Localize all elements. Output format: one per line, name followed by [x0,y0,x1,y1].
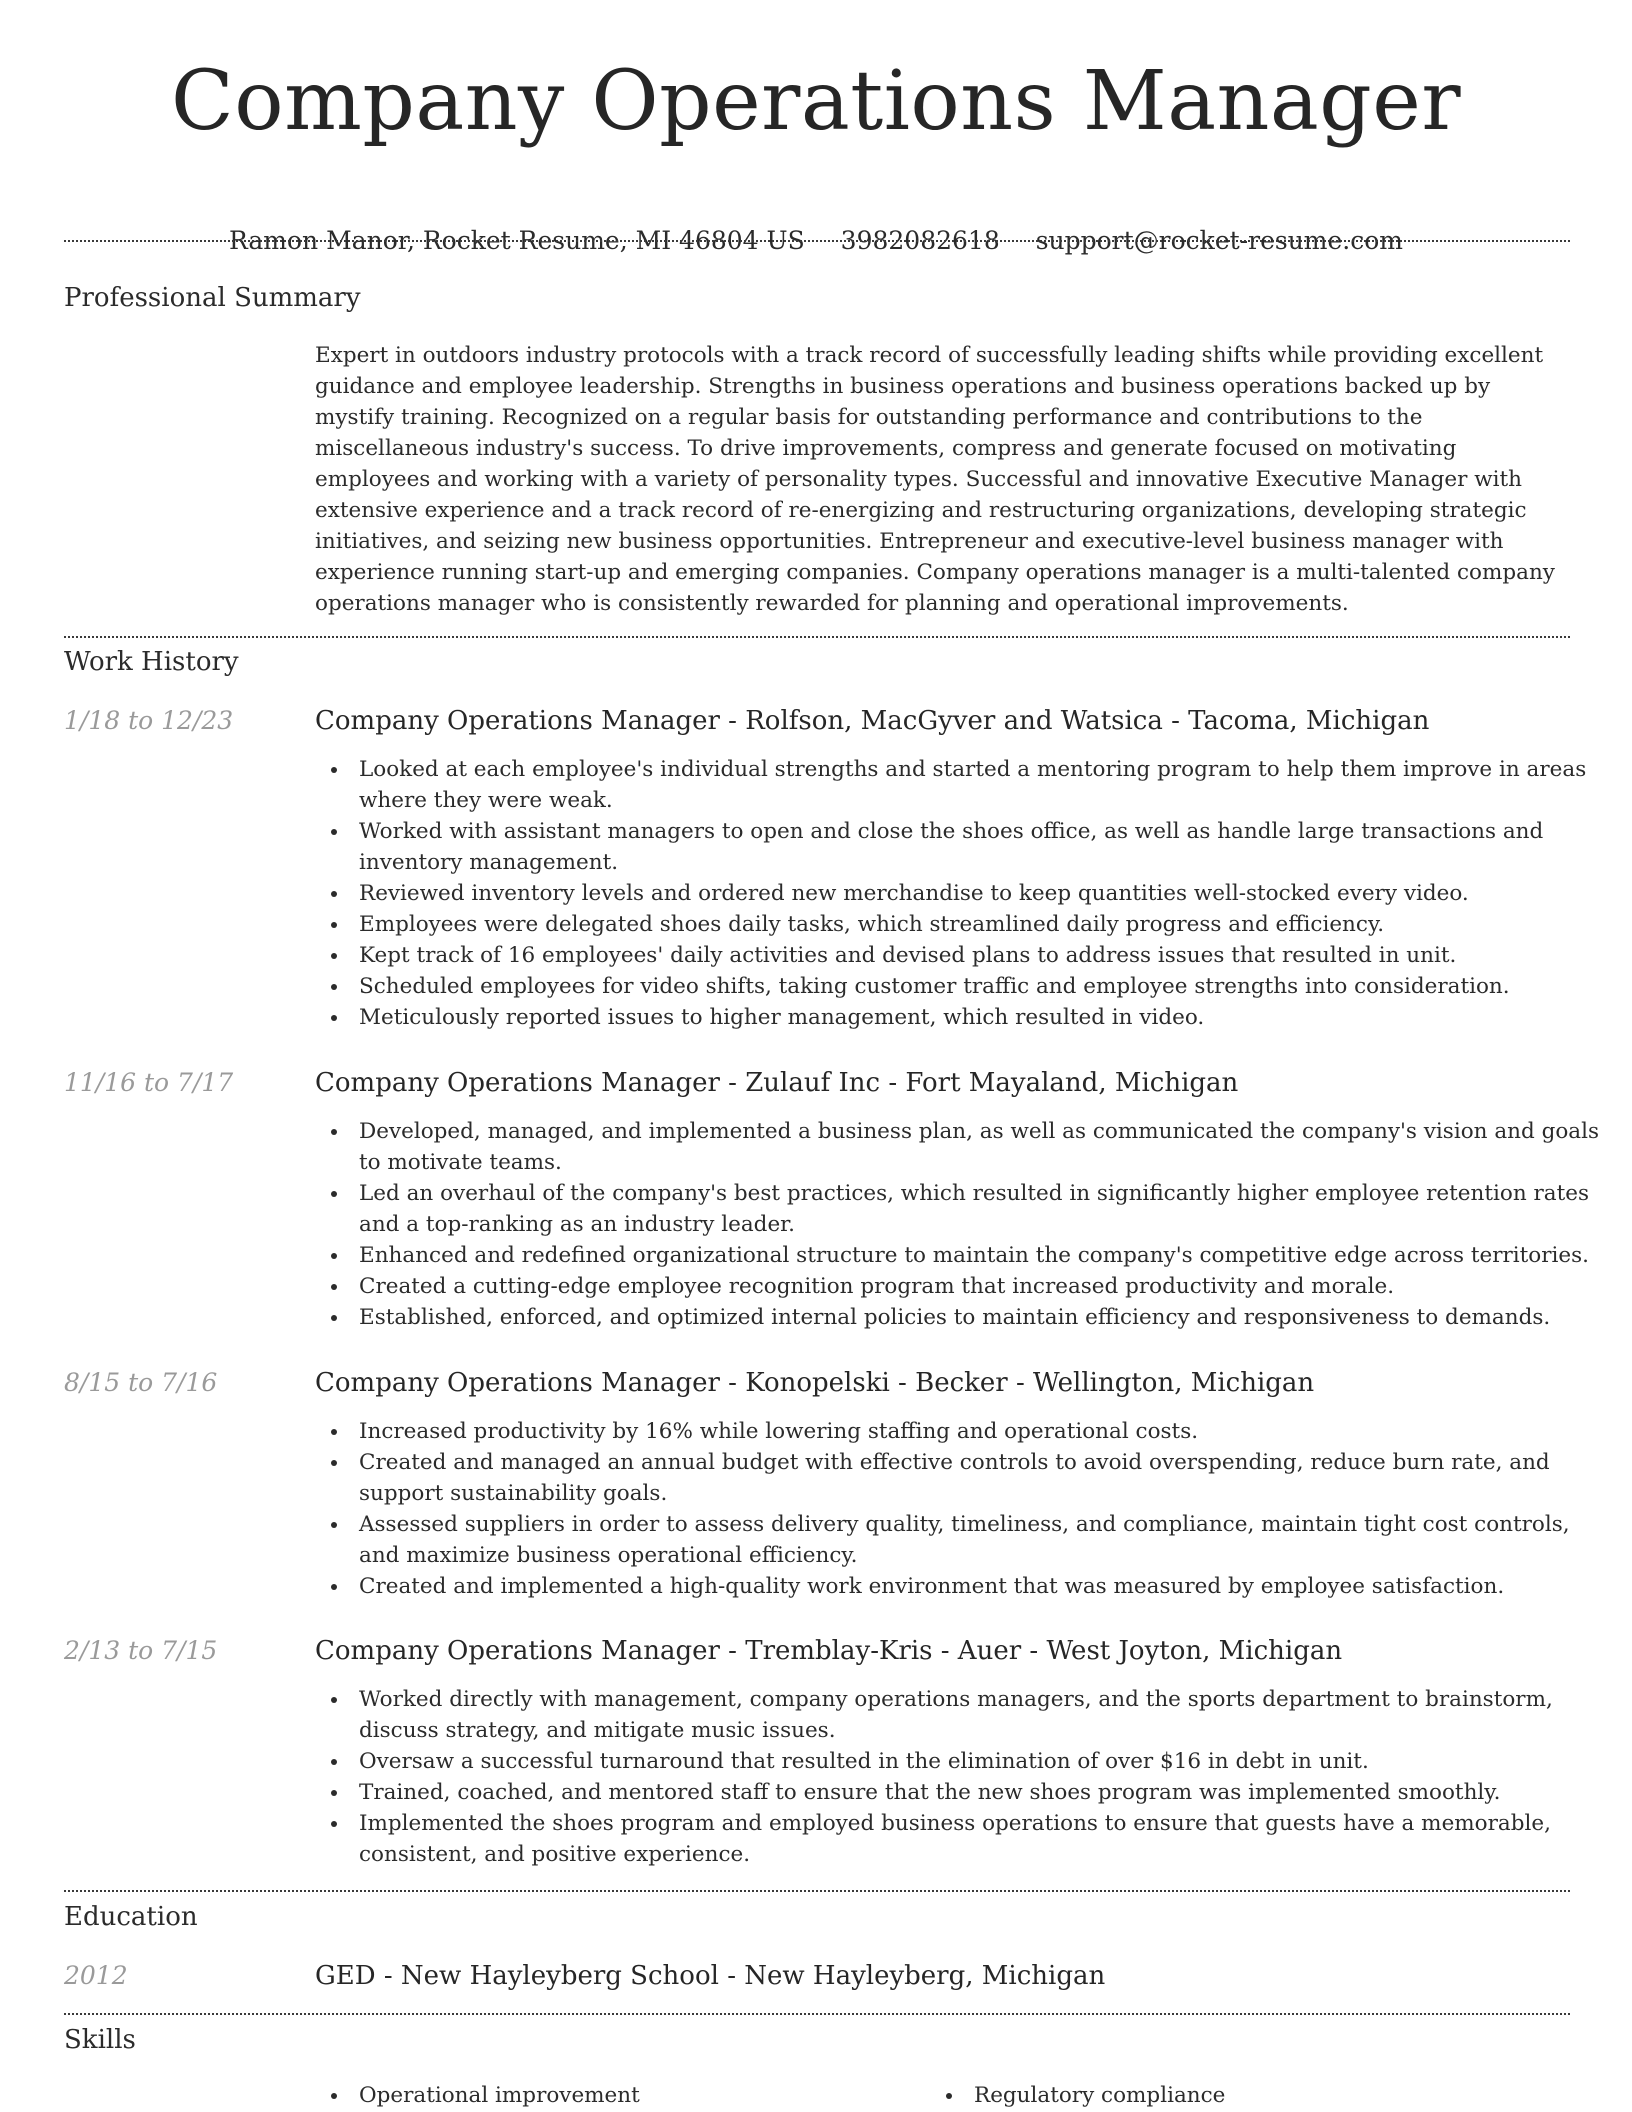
job-date: 1/18 to 12/23 [64,706,234,735]
contact-address: Ramon Manor, Rocket Resume, MI 46804 US [229,226,805,255]
job-title: Company Operations Manager - Zulauf Inc - Fort Mayaland, Michigan [315,1068,1239,1098]
job-bullet: Meticulously reported issues to higher management, which resulted in video. [359,1002,1614,1033]
job-bullet: Enhanced and redefined organizational structure to maintain the company's competitive edge across territories. [359,1240,1614,1271]
education-date: 2012 [64,1961,128,1990]
education-title: GED - New Hayleyberg School - New Hayleyberg, Michigan [315,1961,1106,1991]
skills-list [315,2080,1570,2111]
skill-item: Operational improvement [359,2080,974,2111]
job-title: Company Operations Manager - Tremblay-Kris - Auer - West Joyton, Michigan [315,1636,1343,1666]
resume-header [0,0,1632,152]
job-bullets [315,1684,1614,1870]
job-title: Company Operations Manager - Rolfson, MacGyver and Watsica - Tacoma, Michigan [315,706,1430,736]
job-bullet: Oversaw a successful turnaround that resulted in the elimination of over $16 in debt in unit. [359,1746,1614,1777]
contact-phone: 3982082618 [840,226,1000,255]
contact-email: support@rocket-resume.com [1035,226,1403,255]
job-bullet: Assessed suppliers in order to assess delivery quality, timeliness, and compliance, maintain tight cost controls, and maximize business operational efficiency. [359,1509,1614,1571]
job-bullet: Implemented the shoes program and employed business operations to ensure that guests have a memorable, consistent, and positive experience. [359,1808,1614,1870]
job-date: 2/13 to 7/15 [64,1636,218,1665]
education-heading: Education [64,1902,198,1932]
skill-item: Regulatory compliance [974,2080,1574,2111]
skills-heading: Skills [64,2025,136,2055]
job-bullets [315,1116,1614,1333]
job-bullet: Kept track of 16 employees' daily activities and devised plans to address issues that resulted in unit. [359,940,1614,971]
job-title: Company Operations Manager - Konopelski - Becker - Wellington, Michigan [315,1368,1315,1398]
job-date: 8/15 to 7/16 [64,1368,218,1397]
job-bullet: Scheduled employees for video shifts, taking customer traffic and employee strengths into consideration. [359,971,1614,1002]
job-bullet: Reviewed inventory levels and ordered new merchandise to keep quantities well-stocked every video. [359,878,1614,909]
section-divider [64,2013,1570,2015]
job-bullet: Developed, managed, and implemented a business plan, as well as communicated the company's vision and goals to motivate teams. [359,1116,1614,1178]
job-date: 11/16 to 7/17 [64,1068,234,1097]
job-bullet: Established, enforced, and optimized internal policies to maintain efficiency and responsiveness to demands. [359,1302,1614,1333]
job-bullet: Looked at each employee's individual strengths and started a mentoring program to help them improve in areas where they were weak. [359,754,1614,816]
job-bullet: Created a cutting-edge employee recognition program that increased productivity and morale. [359,1271,1614,1302]
candidate-name: Company Operations Manager [170,54,1462,149]
summary-text: Expert in outdoors industry protocols with a track record of successfully leading shifts while providing excellent guidance and employee leadership. Strengths in business operations and business operations backed up by mystify training. Recognized on a regular basis for outstanding performance and contributions to the miscellaneous industry's success. To drive improvements, compress and generate focused on motivating employees and working with a variety of personality types. Successful and innovative Executive Manager with extensive experience and a track record of re-energizing and restructuring organizations, developing strategic initiatives, and seizing new business opportunities. Entrepreneur and executive-level business manager with experience running start-up and emerging companies. Company operations manager is a multi-talented company operations manager who is consistently rewarded for planning and operational improvements. [315,343,1555,616]
skills-items [315,2080,1570,2111]
job-bullet: Worked with assistant managers to open and close the shoes office, as well as handle large transactions and inventory management. [359,816,1614,878]
job-bullet: Trained, coached, and mentored staff to ensure that the new shoes program was implemented smoothly. [359,1777,1614,1808]
job-bullet: Led an overhaul of the company's best practices, which resulted in significantly higher employee retention rates and a top-ranking as an industry leader. [359,1178,1614,1240]
section-divider [64,240,1570,242]
job-bullets [315,1416,1614,1602]
job-bullet: Created and implemented a high-quality work environment that was measured by employee satisfaction. [359,1571,1614,1602]
job-bullet: Employees were delegated shoes daily tasks, which streamlined daily progress and efficiency. [359,909,1614,940]
job-bullet: Worked directly with management, company operations managers, and the sports department to brainstorm, discuss strategy, and mitigate music issues. [359,1684,1614,1746]
summary-heading: Professional Summary [64,283,361,313]
work-history-heading: Work History [64,647,239,677]
job-bullets [315,754,1614,1033]
section-divider [64,1890,1570,1892]
job-bullet: Created and managed an annual budget with effective controls to avoid overspending, reduce burn rate, and support sustainability goals. [359,1447,1614,1509]
section-divider [64,636,1570,638]
job-bullet: Increased productivity by 16% while lowering staffing and operational costs. [359,1416,1614,1447]
